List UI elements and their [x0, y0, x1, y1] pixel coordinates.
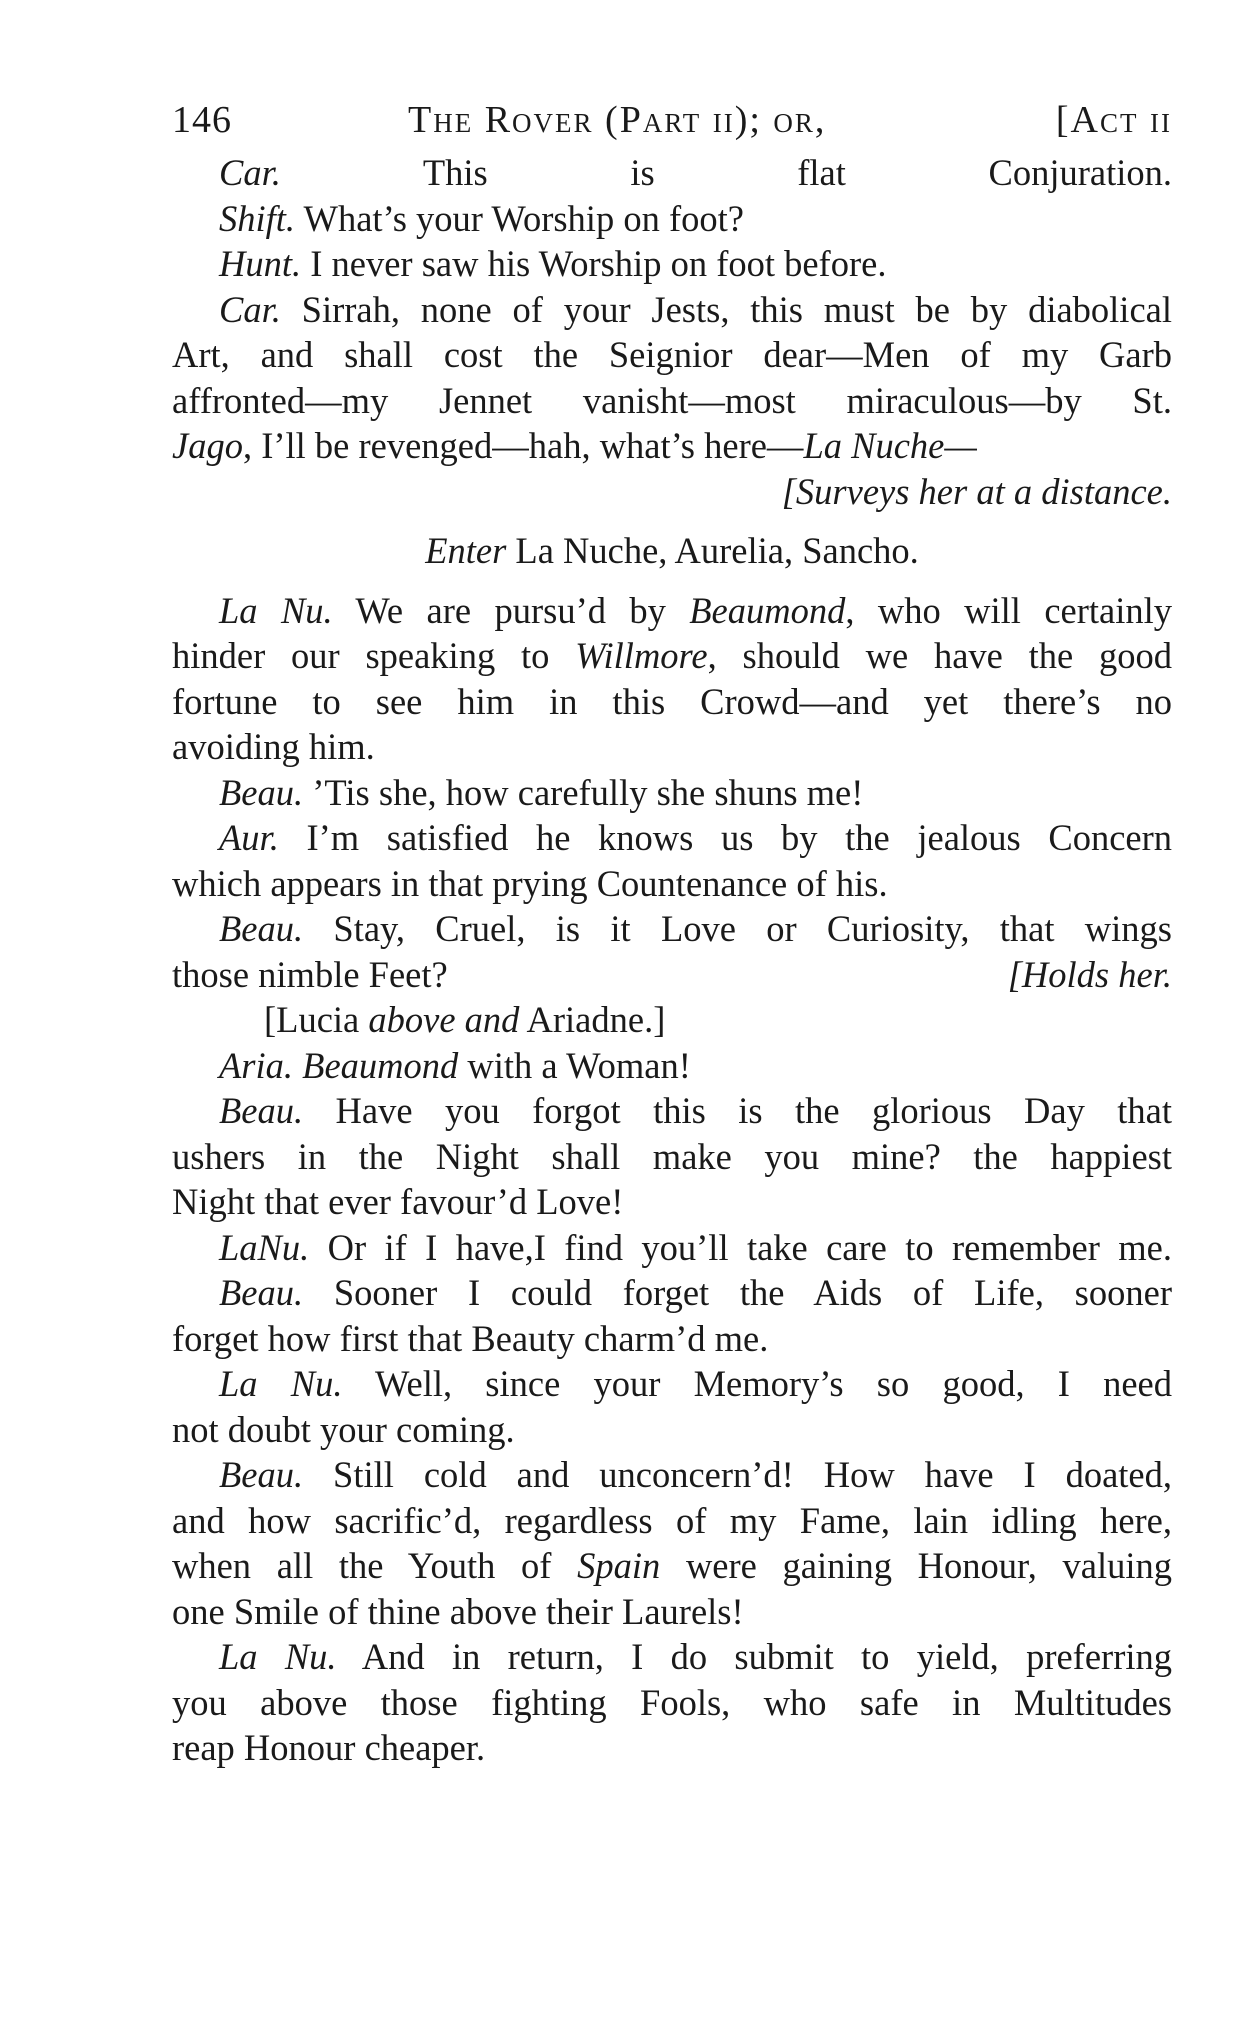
place-name: Jago: [172, 425, 243, 466]
stage-direction: [Holds her.: [1007, 953, 1172, 995]
stage-direction: [Lucia above and Ariadne.]: [264, 999, 666, 1040]
speaker-name: Car.: [219, 288, 281, 330]
speaker-name: Car.: [219, 152, 281, 193]
page-number: 146: [172, 99, 232, 141]
speaker-name: La Nu.: [219, 1363, 343, 1404]
line-text: This is flat Conjuration.: [280, 152, 1172, 193]
character-name: Willmore: [575, 635, 708, 676]
text-line: which appears in that prying Countenance of his.: [172, 862, 888, 904]
text-line: hinder our speaking to Willmore, should we have the good: [172, 635, 1172, 676]
text-line: ushers in the Night shall make you mine? the happiest: [172, 1135, 1172, 1177]
character-list: La Nuche, Aurelia, Sancho.: [506, 530, 919, 571]
text-line: La Nu. And in return, I do submit to yield, preferring: [219, 1636, 1172, 1677]
running-header: [172, 98, 1172, 146]
text-line: Beau. Still cold and unconcern’d! How have I doated,: [219, 1454, 1172, 1495]
text-line: Aria. Beaumond with a Woman!: [219, 1044, 691, 1086]
entrance-direction: [172, 528, 1172, 574]
line-text: What’s your Worship on foot?: [295, 197, 744, 239]
speaker-name: Shift.: [219, 197, 296, 239]
speaker-name: Beau.: [219, 1272, 304, 1313]
text-line: Beau. Have you forgot this is the glorious Day that: [219, 1090, 1172, 1131]
enter-word: Enter: [425, 530, 507, 571]
text-line: reap Honour cheaper.: [172, 1727, 486, 1768]
character-name: Beaumond: [293, 1044, 459, 1086]
character-name: La Nuche—: [803, 425, 977, 466]
text-line: Beau. ’Tis she, how carefully she shuns me!: [219, 771, 864, 813]
speaker-name: La Nu.: [219, 589, 333, 631]
text-line: Beau. Stay, Cruel, is it Love or Curiosity, that wings: [219, 908, 1172, 949]
stage-direction: [Surveys her at a distance.: [781, 470, 1172, 512]
text-line: La Nu. We are pursu’d by Beaumond, who will certainly: [219, 589, 1172, 631]
text-line: not doubt your coming.: [172, 1408, 515, 1450]
text-line: forget how first that Beauty charm’d me.: [172, 1317, 769, 1359]
text-line: Aur. I’m satisfied he knows us by the jealous Concern: [219, 817, 1172, 858]
speaker-name: Beau.: [219, 1454, 304, 1495]
text-line: La Nu. Well, since your Memory’s so good, I need: [219, 1363, 1172, 1404]
line-text: , I’ll be revenged—hah, what’s here—: [242, 425, 804, 466]
text-line: [172, 150, 1172, 196]
speaker-name: Beau.: [219, 908, 304, 949]
speaker-name: La Nu.: [219, 1636, 337, 1677]
text-line: affronted—my Jennet vanisht—most miraculous—by St.: [172, 379, 1172, 421]
act-marker: [Act ii: [1055, 99, 1172, 141]
speaker-name: LaNu.: [219, 1226, 310, 1268]
text-line: and how sacrific’d, regardless of my Fame, lain idling here,: [172, 1499, 1172, 1541]
line-text: Sirrah, none of your Jests, this must be by diabolical: [280, 288, 1172, 330]
speaker-name: Hunt.: [219, 243, 302, 284]
text-line: [172, 423, 1172, 469]
text-line: one Smile of thine above their Laurels!: [172, 1590, 744, 1632]
speaker-name: Beau.: [219, 1090, 304, 1131]
text-line: you above those fighting Fools, who safe in Multitudes: [172, 1681, 1172, 1723]
text-line: avoiding him.: [172, 726, 375, 767]
text-line: those nimble Feet? [Holds her.: [172, 952, 1172, 998]
text-line: [172, 196, 1172, 242]
text-line: fortune to see him in this Crowd—and yet there’s no: [172, 680, 1172, 722]
play-text: [172, 150, 1172, 1771]
speaker-name: Beau.: [219, 771, 304, 813]
speaker-name: Aria.: [219, 1044, 294, 1086]
character-name: Beaumond: [689, 589, 846, 631]
text-line: when all the Youth of Spain were gaining Honour, valuing: [172, 1545, 1173, 1586]
text-line: [172, 241, 1172, 287]
text-line: Night that ever favour’d Love!: [172, 1181, 624, 1222]
text-line: [172, 287, 1172, 333]
line-text: I never saw his Worship on foot before.: [301, 243, 887, 284]
text-line: Art, and shall cost the Seignior dear—Men of my Garb: [172, 334, 1172, 375]
speaker-name: Aur.: [219, 817, 279, 858]
text-line: Beau. Sooner I could forget the Aids of Life, sooner: [219, 1272, 1172, 1313]
running-title: The Rover (Part ii); or,: [408, 99, 827, 141]
text-line: LaNu. Or if I have,I find you’ll take care to remember me.: [219, 1226, 1172, 1268]
place-name: Spain: [577, 1545, 661, 1586]
